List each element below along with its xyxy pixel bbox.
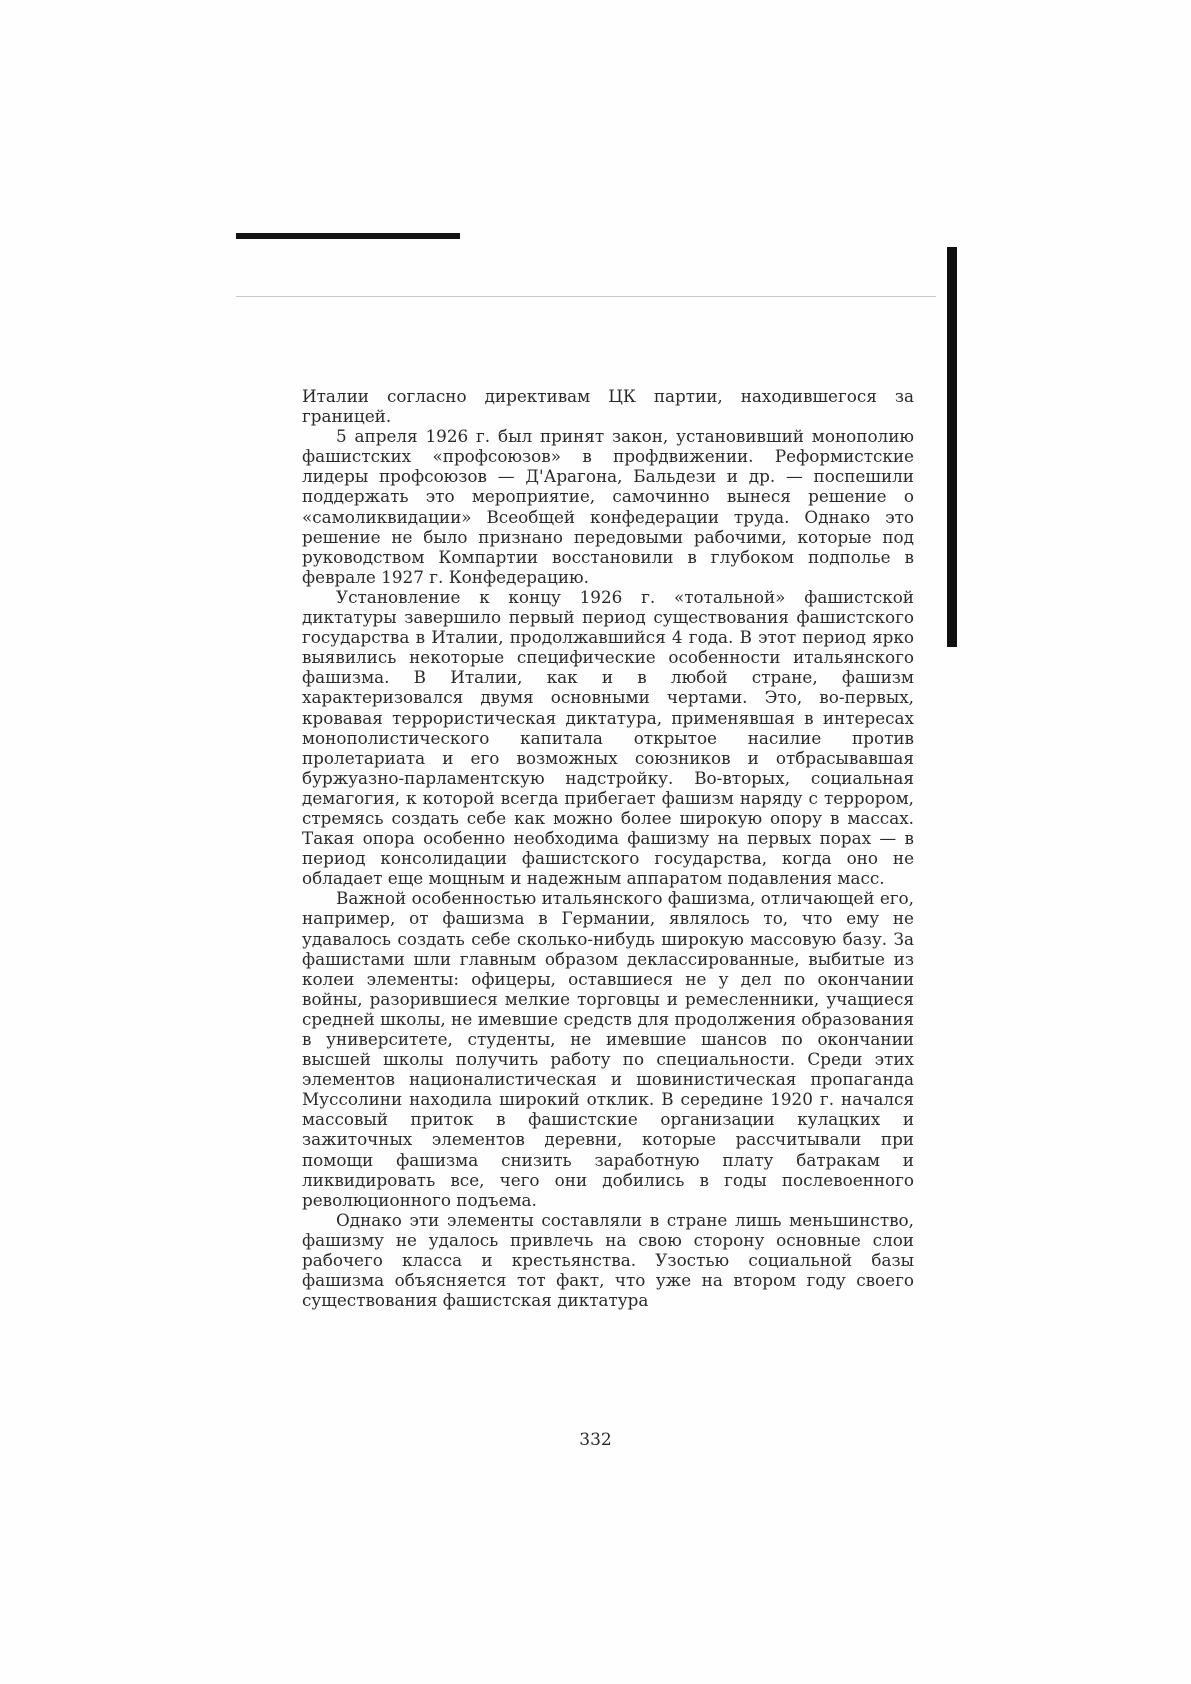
page-number: 332: [579, 1430, 612, 1450]
paragraph-continuation: Италии согласно директивам ЦК партии, находившегося за границей.: [302, 386, 914, 427]
body-text: [302, 386, 914, 1310]
paragraph: Важной особенностью итальянского фашизма, отличающей его, например, от фашизма в Германии, являлось то, что ему не удавалось создать себе сколько-нибудь широкую массовую базу. За фашистами шли главным образом деклассированные, выбитые из колеи элементы: офицеры, оставшиеся не у дел по окончании войны, разорившиеся мелкие торговцы и ремесленники, учащиеся средней школы, не имевшие средств для продолжения образования в университете, студенты, не имевшие шансов по окончании высшей школы получить работу по специальности. Среди этих элементов националистическая и шовинистическая пропаганда Муссолини находила широкий отклик. В середине 1920 г. начался массовый приток в фашистские организации кулацких и зажиточных элементов деревни, которые рассчитывали при помощи фашизма снизить заработную плату батракам и ликвидировать все, чего они добились в годы послевоенного революционного подъема.: [302, 888, 914, 1210]
paragraph: Однако эти элементы составляли в стране лишь меньшинство, фашизму не удалось привлечь на свою сторону основные слои рабочего класса и крестьянства. Узостью социальной базы фашизма объясняется тот факт, что уже на втором году своего существования фашистская диктатура: [302, 1209, 914, 1311]
scan-artifact-bar-top: [236, 233, 460, 239]
paragraph: 5 апреля 1926 г. был принят закон, установивший монополию фашистских «профсоюзов» в профдвижении. Реформистские лидеры профсоюзов — Д'Арагона, Бальдези и др. — поспешили поддержать это мероприятие, самочинно вынеся решение о «самоликвидации» Всеобщей конфедерации труда. Однако это решение не было признано передовыми рабочими, которые под руководством Компартии восстановили в глубоком подполье в феврале 1927 г. Конфедерацию.: [302, 426, 914, 587]
scan-artifact-line: [236, 296, 936, 297]
paragraph: Установление к концу 1926 г. «тотальной» фашистской диктатуры завершило первый период существования фашистского государства в Италии, продолжавшийся 4 года. В этот период ярко выявились некоторые специфические особенности итальянского фашизма. В Италии, как и в любой стране, фашизм характеризовался двумя основными чертами. Это, во-первых, кровавая террористическая диктатура, применявшая в интересах монополистического капитала открытое насилие против пролетариата и его возможных союзников и отбрасывавшая буржуазно-парламентскую надстройку. Во-вторых, социальная демагогия, к которой всегда прибегает фашизм наряду с террором, стремясь создать себе как можно более широкую опору в массах. Такая опора особенно необходима фашизму на первых порах — в период консолидации фашистского государства, когда оно не обладает еще мощным и надежным аппаратом подавления масс.: [302, 586, 914, 889]
scan-artifact-bar-right: [947, 247, 957, 647]
